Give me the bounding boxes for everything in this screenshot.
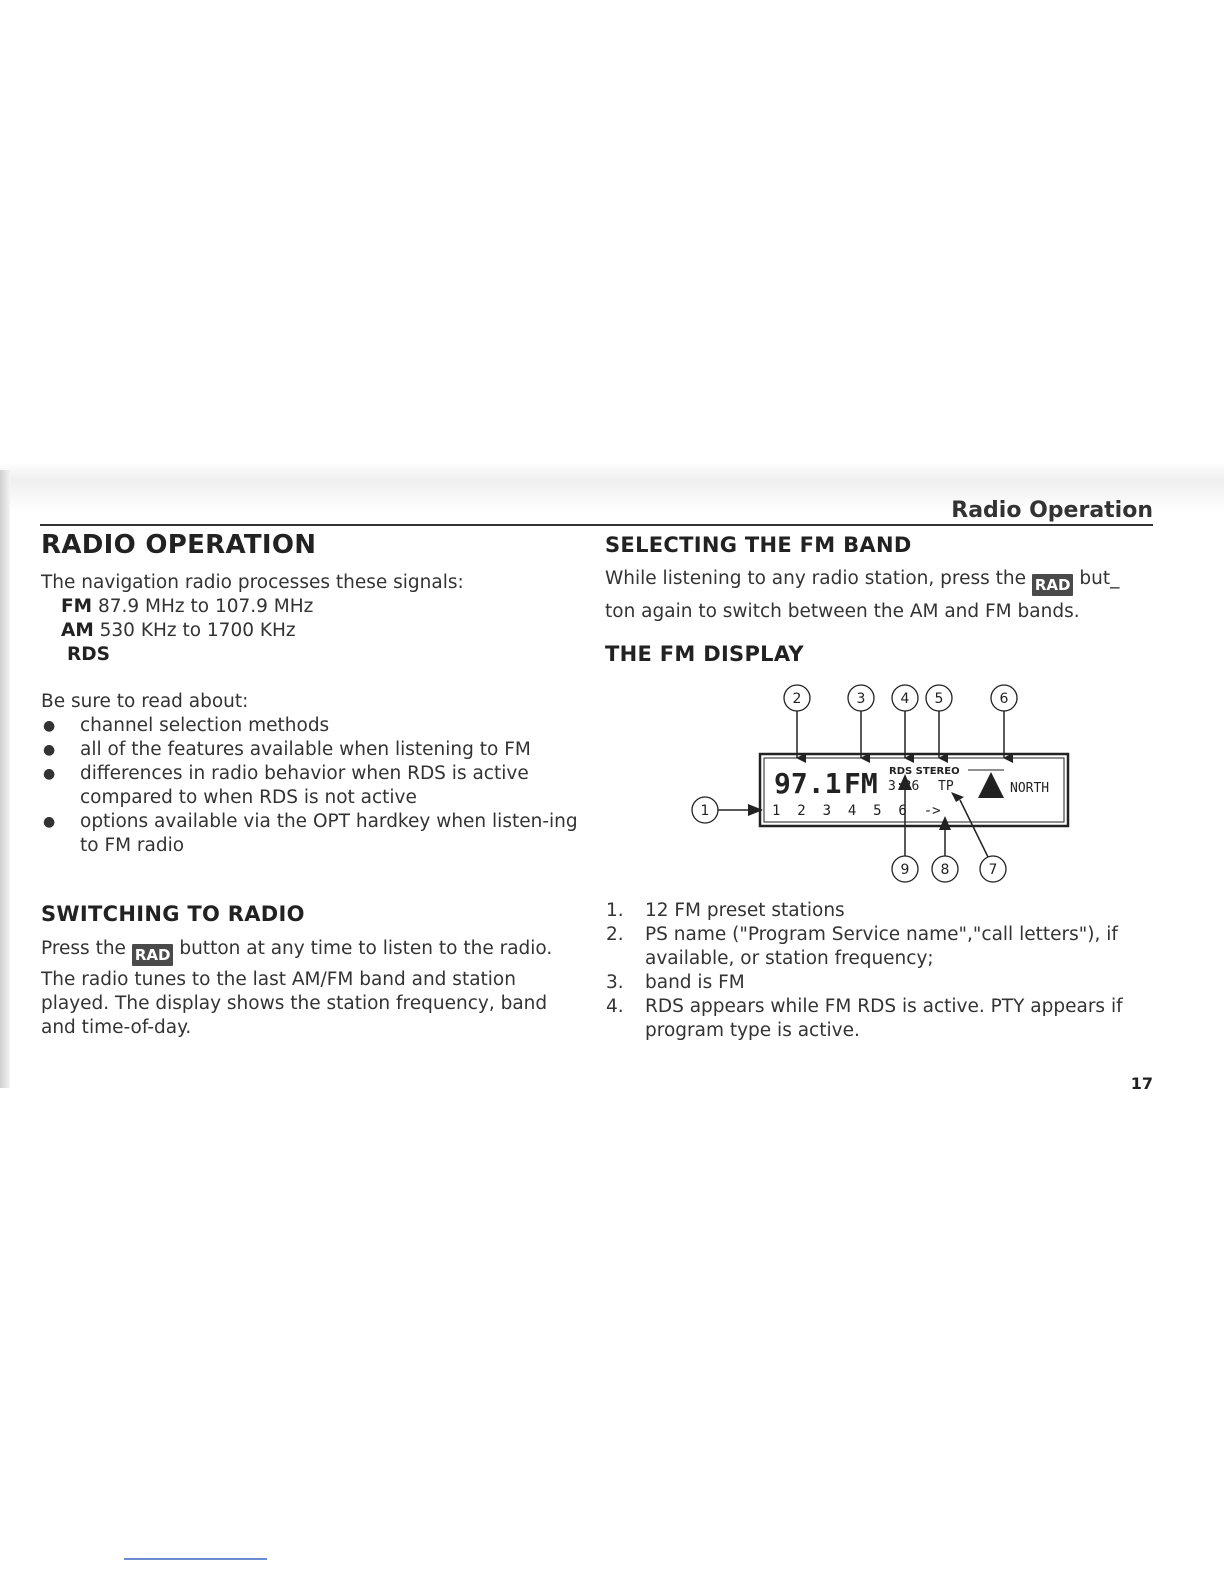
scan-edge: [0, 470, 10, 1088]
lcd-band: FM: [844, 767, 878, 800]
list-item: ● all of the features available when listening to FM: [43, 739, 531, 760]
selecting-heading: SELECTING THE FM BAND: [605, 533, 912, 557]
lcd-time: 3:26: [888, 779, 920, 794]
display-legend: [606, 899, 1166, 1043]
signal-fm: FM 87.9 MHz to 107.9 MHz: [61, 596, 314, 617]
callout-2-label: 2: [792, 691, 802, 707]
list-item: 3. band is FM: [606, 972, 745, 993]
list-item: 2. PS name ("Program Service name","call letters"), if available, or station frequency;: [606, 924, 1118, 969]
lcd-frequency: 97.1: [774, 767, 842, 800]
list-item: 1. 12 FM preset stations: [606, 900, 845, 921]
fm-display-heading: THE FM DISPLAY: [605, 642, 804, 666]
switching-heading: SWITCHING TO RADIO: [41, 902, 305, 926]
running-head: Radio Operation: [951, 498, 1153, 523]
lcd-presets: 1 2 3 4 5 6 ->: [772, 803, 941, 819]
list-item: ● options available via the OPT hardkey when listen-ing to FM radio: [43, 811, 578, 856]
lcd-heading: NORTH: [1010, 781, 1050, 796]
list-item: ● differences in radio behavior when RDS is active compared to when RDS is not active: [43, 763, 529, 808]
intro-text: The navigation radio processes these signals:: [41, 572, 464, 593]
callout-5-label: 5: [934, 691, 944, 707]
list-item: 4. RDS appears while FM RDS is active. PTY appears if program type is active.: [606, 996, 1123, 1041]
callout-1-label: 1: [700, 803, 710, 819]
selecting-line-1: While listening to any radio station, press the RAD but_: [605, 568, 1120, 594]
bottom-mark: [124, 1558, 267, 1560]
header-rule: [40, 524, 1153, 526]
press-rad-text: Press the RAD button at any time to listen to the radio.: [41, 938, 553, 964]
fm-display-diagram: [686, 680, 1086, 890]
page-title: RADIO OPERATION: [41, 530, 317, 560]
rad-button-icon: RAD: [132, 944, 174, 966]
callout-6-label: 6: [999, 691, 1009, 707]
lcd-rds-stereo: RDS STEREO: [889, 766, 960, 777]
callout-8-label: 8: [940, 862, 950, 878]
callout-9-label: 9: [900, 862, 910, 878]
callout-3-label: 3: [856, 691, 866, 707]
signal-am: AM 530 KHz to 1700 KHz: [61, 620, 296, 641]
lcd-tp: TP: [938, 779, 954, 794]
list-item: ● channel selection methods: [43, 715, 330, 736]
rad-button-icon: RAD: [1032, 574, 1074, 596]
callout-7-label: 7: [988, 862, 998, 878]
signal-rds: RDS: [67, 644, 110, 665]
switching-body: The radio tunes to the last AM/FM band and station played. The display shows the station frequency, band and time-of-day.: [41, 969, 548, 1038]
selecting-line-2: ton again to switch between the AM and FM bands.: [605, 601, 1080, 622]
callout-4-label: 4: [900, 691, 910, 707]
page-number: 17: [1130, 1074, 1153, 1093]
feature-bullets: [41, 714, 601, 858]
read-about: Be sure to read about:: [41, 691, 249, 712]
